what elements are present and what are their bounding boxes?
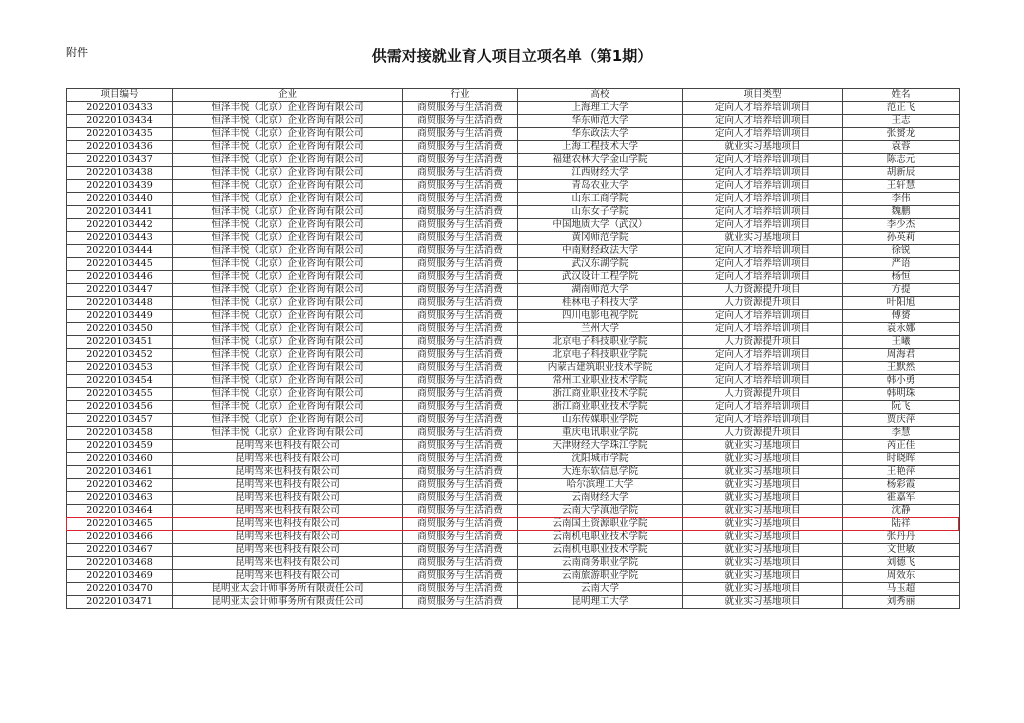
cell-name: 刘秀丽 <box>843 596 960 609</box>
cell-company: 恒泽丰悦（北京）企业咨询有限公司 <box>173 102 403 115</box>
table-row <box>67 388 960 401</box>
cell-company: 昆明驾来也科技有限公司 <box>173 544 403 557</box>
cell-university: 云南商务职业学院 <box>518 557 683 570</box>
cell-industry: 商贸服务与生活消费 <box>403 466 518 479</box>
cell-project-id: 20220103437 <box>67 154 173 167</box>
table-header-row <box>67 89 960 102</box>
cell-company: 恒泽丰悦（北京）企业咨询有限公司 <box>173 180 403 193</box>
cell-name: 刘德飞 <box>843 557 960 570</box>
cell-university: 山东传媒职业学院 <box>518 414 683 427</box>
cell-name: 芮正佳 <box>843 440 960 453</box>
header-project-type: 项目类型 <box>683 89 843 102</box>
cell-university: 桂林电子科技大学 <box>518 297 683 310</box>
cell-university: 重庆电讯职业学院 <box>518 427 683 440</box>
cell-industry: 商贸服务与生活消费 <box>403 362 518 375</box>
cell-project-type: 就业实习基地项目 <box>683 232 843 245</box>
cell-university: 云南国土资源职业学院 <box>518 518 683 531</box>
cell-company: 昆明驾来也科技有限公司 <box>173 505 403 518</box>
cell-company: 恒泽丰悦（北京）企业咨询有限公司 <box>173 219 403 232</box>
table-row <box>67 570 960 583</box>
cell-industry: 商贸服务与生活消费 <box>403 518 518 531</box>
cell-company: 恒泽丰悦（北京）企业咨询有限公司 <box>173 362 403 375</box>
cell-project-type: 定向人才培养培训项目 <box>683 102 843 115</box>
cell-company: 昆明驾来也科技有限公司 <box>173 518 403 531</box>
cell-project-type: 定向人才培养培训项目 <box>683 167 843 180</box>
cell-industry: 商贸服务与生活消费 <box>403 141 518 154</box>
cell-company: 昆明驾来也科技有限公司 <box>173 492 403 505</box>
cell-industry: 商贸服务与生活消费 <box>403 427 518 440</box>
cell-project-id: 20220103450 <box>67 323 173 336</box>
header-project-id: 项目编号 <box>67 89 173 102</box>
cell-project-id: 20220103453 <box>67 362 173 375</box>
cell-industry: 商贸服务与生活消费 <box>403 167 518 180</box>
cell-project-type: 定向人才培养培训项目 <box>683 258 843 271</box>
table-row <box>67 557 960 570</box>
cell-university: 北京电子科技职业学院 <box>518 349 683 362</box>
cell-name: 王志 <box>843 115 960 128</box>
table-row <box>67 583 960 596</box>
cell-name: 阮飞 <box>843 401 960 414</box>
table-row <box>67 401 960 414</box>
cell-project-type: 定向人才培养培训项目 <box>683 154 843 167</box>
cell-project-id: 20220103466 <box>67 531 173 544</box>
cell-industry: 商贸服务与生活消费 <box>403 505 518 518</box>
cell-project-type: 人力资源提升项目 <box>683 297 843 310</box>
cell-project-type: 定向人才培养培训项目 <box>683 375 843 388</box>
cell-project-id: 20220103447 <box>67 284 173 297</box>
cell-company: 恒泽丰悦（北京）企业咨询有限公司 <box>173 245 403 258</box>
cell-project-type: 就业实习基地项目 <box>683 583 843 596</box>
cell-university: 云南大学 <box>518 583 683 596</box>
cell-university: 华东师范大学 <box>518 115 683 128</box>
cell-company: 恒泽丰悦（北京）企业咨询有限公司 <box>173 388 403 401</box>
cell-project-id: 20220103463 <box>67 492 173 505</box>
cell-industry: 商贸服务与生活消费 <box>403 479 518 492</box>
cell-name: 张丹丹 <box>843 531 960 544</box>
cell-project-type: 定向人才培养培训项目 <box>683 310 843 323</box>
table-row <box>67 505 960 518</box>
table-row <box>67 466 960 479</box>
cell-university: 四川电影电视学院 <box>518 310 683 323</box>
cell-project-id: 20220103451 <box>67 336 173 349</box>
cell-project-type: 人力资源提升项目 <box>683 284 843 297</box>
header-company: 企业 <box>173 89 403 102</box>
cell-project-type: 定向人才培养培训项目 <box>683 349 843 362</box>
cell-project-id: 20220103443 <box>67 232 173 245</box>
cell-company: 恒泽丰悦（北京）企业咨询有限公司 <box>173 414 403 427</box>
cell-project-id: 20220103449 <box>67 310 173 323</box>
cell-project-type: 就业实习基地项目 <box>683 557 843 570</box>
cell-project-type: 就业实习基地项目 <box>683 141 843 154</box>
table-row <box>67 102 960 115</box>
cell-university: 北京电子科技职业学院 <box>518 336 683 349</box>
table-row <box>67 310 960 323</box>
cell-project-id: 20220103455 <box>67 388 173 401</box>
cell-industry: 商贸服务与生活消费 <box>403 336 518 349</box>
cell-company: 昆明驾来也科技有限公司 <box>173 531 403 544</box>
cell-company: 恒泽丰悦（北京）企业咨询有限公司 <box>173 141 403 154</box>
cell-project-type: 人力资源提升项目 <box>683 427 843 440</box>
table-row <box>67 440 960 453</box>
cell-project-type: 定向人才培养培训项目 <box>683 362 843 375</box>
cell-university: 沈阳城市学院 <box>518 453 683 466</box>
cell-university: 浙江商业职业技术学院 <box>518 401 683 414</box>
cell-name: 孙英莉 <box>843 232 960 245</box>
cell-name: 李慧 <box>843 427 960 440</box>
cell-name: 袁蓉 <box>843 141 960 154</box>
cell-name: 周效东 <box>843 570 960 583</box>
cell-project-id: 20220103468 <box>67 557 173 570</box>
cell-company: 恒泽丰悦（北京）企业咨询有限公司 <box>173 336 403 349</box>
cell-university: 福建农林大学金山学院 <box>518 154 683 167</box>
cell-project-id: 20220103456 <box>67 401 173 414</box>
cell-university: 常州工业职业技术学院 <box>518 375 683 388</box>
header-name: 姓名 <box>843 89 960 102</box>
cell-name: 王默然 <box>843 362 960 375</box>
cell-name: 张赟龙 <box>843 128 960 141</box>
cell-project-type: 就业实习基地项目 <box>683 479 843 492</box>
cell-industry: 商贸服务与生活消费 <box>403 557 518 570</box>
cell-name: 叶阳旭 <box>843 297 960 310</box>
cell-company: 恒泽丰悦（北京）企业咨询有限公司 <box>173 427 403 440</box>
table-row <box>67 284 960 297</box>
cell-project-id: 20220103434 <box>67 115 173 128</box>
cell-university: 昆明理工大学 <box>518 596 683 609</box>
table-row <box>67 141 960 154</box>
cell-university: 山东女子学院 <box>518 206 683 219</box>
cell-project-type: 就业实习基地项目 <box>683 544 843 557</box>
table-row <box>67 323 960 336</box>
cell-university: 黄冈师范学院 <box>518 232 683 245</box>
cell-name: 陈志元 <box>843 154 960 167</box>
cell-project-id: 20220103438 <box>67 167 173 180</box>
table-row <box>67 167 960 180</box>
cell-industry: 商贸服务与生活消费 <box>403 219 518 232</box>
cell-company: 昆明亚太会计师事务所有限责任公司 <box>173 583 403 596</box>
cell-university: 哈尔滨理工大学 <box>518 479 683 492</box>
table-row <box>67 531 960 544</box>
header-university: 高校 <box>518 89 683 102</box>
table-row <box>67 232 960 245</box>
cell-industry: 商贸服务与生活消费 <box>403 310 518 323</box>
cell-name: 文世敏 <box>843 544 960 557</box>
cell-project-type: 人力资源提升项目 <box>683 336 843 349</box>
cell-industry: 商贸服务与生活消费 <box>403 492 518 505</box>
cell-name: 徐锐 <box>843 245 960 258</box>
cell-project-id: 20220103464 <box>67 505 173 518</box>
cell-project-id: 20220103458 <box>67 427 173 440</box>
table-row <box>67 453 960 466</box>
cell-project-id: 20220103433 <box>67 102 173 115</box>
cell-project-id: 20220103436 <box>67 141 173 154</box>
table-row <box>67 518 960 531</box>
cell-industry: 商贸服务与生活消费 <box>403 323 518 336</box>
cell-project-id: 20220103469 <box>67 570 173 583</box>
table-row <box>67 154 960 167</box>
cell-industry: 商贸服务与生活消费 <box>403 414 518 427</box>
cell-project-type: 定向人才培养培训项目 <box>683 245 843 258</box>
cell-project-type: 定向人才培养培训项目 <box>683 414 843 427</box>
table-row <box>67 479 960 492</box>
cell-project-type: 就业实习基地项目 <box>683 440 843 453</box>
cell-company: 昆明驾来也科技有限公司 <box>173 557 403 570</box>
cell-university: 湖南师范大学 <box>518 284 683 297</box>
cell-company: 恒泽丰悦（北京）企业咨询有限公司 <box>173 115 403 128</box>
cell-company: 恒泽丰悦（北京）企业咨询有限公司 <box>173 284 403 297</box>
cell-name: 方提 <box>843 284 960 297</box>
cell-project-type: 就业实习基地项目 <box>683 596 843 609</box>
document-title: 供需对接就业育人项目立项名单（第1期） <box>371 47 653 65</box>
cell-project-type: 定向人才培养培训项目 <box>683 219 843 232</box>
cell-project-id: 20220103457 <box>67 414 173 427</box>
cell-company: 昆明驾来也科技有限公司 <box>173 466 403 479</box>
cell-name: 马玉超 <box>843 583 960 596</box>
cell-name: 范正飞 <box>843 102 960 115</box>
cell-project-type: 定向人才培养培训项目 <box>683 271 843 284</box>
cell-industry: 商贸服务与生活消费 <box>403 128 518 141</box>
table-row <box>67 271 960 284</box>
cell-name: 李少杰 <box>843 219 960 232</box>
table-row <box>67 206 960 219</box>
cell-company: 恒泽丰悦（北京）企业咨询有限公司 <box>173 154 403 167</box>
cell-project-id: 20220103460 <box>67 453 173 466</box>
cell-university: 大连东软信息学院 <box>518 466 683 479</box>
table-row <box>67 544 960 557</box>
cell-university: 兰州大学 <box>518 323 683 336</box>
cell-company: 恒泽丰悦（北京）企业咨询有限公司 <box>173 349 403 362</box>
cell-project-type: 就业实习基地项目 <box>683 570 843 583</box>
cell-company: 恒泽丰悦（北京）企业咨询有限公司 <box>173 310 403 323</box>
cell-project-type: 定向人才培养培训项目 <box>683 115 843 128</box>
cell-project-id: 20220103467 <box>67 544 173 557</box>
cell-industry: 商贸服务与生活消费 <box>403 440 518 453</box>
cell-name: 韩明珠 <box>843 388 960 401</box>
cell-industry: 商贸服务与生活消费 <box>403 284 518 297</box>
cell-industry: 商贸服务与生活消费 <box>403 544 518 557</box>
cell-project-id: 20220103465 <box>67 518 173 531</box>
cell-project-type: 就业实习基地项目 <box>683 505 843 518</box>
cell-company: 昆明驾来也科技有限公司 <box>173 479 403 492</box>
cell-industry: 商贸服务与生活消费 <box>403 596 518 609</box>
table-row <box>67 427 960 440</box>
cell-project-type: 就业实习基地项目 <box>683 466 843 479</box>
cell-company: 恒泽丰悦（北京）企业咨询有限公司 <box>173 193 403 206</box>
cell-industry: 商贸服务与生活消费 <box>403 232 518 245</box>
cell-company: 恒泽丰悦（北京）企业咨询有限公司 <box>173 375 403 388</box>
cell-industry: 商贸服务与生活消费 <box>403 453 518 466</box>
cell-project-type: 就业实习基地项目 <box>683 453 843 466</box>
cell-company: 昆明驾来也科技有限公司 <box>173 453 403 466</box>
cell-project-id: 20220103461 <box>67 466 173 479</box>
project-list-table <box>66 88 960 609</box>
table-row <box>67 336 960 349</box>
cell-project-type: 定向人才培养培训项目 <box>683 193 843 206</box>
cell-project-type: 就业实习基地项目 <box>683 492 843 505</box>
cell-name: 杨彩霞 <box>843 479 960 492</box>
cell-company: 恒泽丰悦（北京）企业咨询有限公司 <box>173 401 403 414</box>
cell-university: 内蒙古建筑职业技术学院 <box>518 362 683 375</box>
cell-project-type: 定向人才培养培训项目 <box>683 128 843 141</box>
cell-industry: 商贸服务与生活消费 <box>403 375 518 388</box>
table-row <box>67 245 960 258</box>
cell-name: 陆祥 <box>843 518 960 531</box>
cell-project-id: 20220103444 <box>67 245 173 258</box>
cell-university: 武汉设计工程学院 <box>518 271 683 284</box>
cell-industry: 商贸服务与生活消费 <box>403 401 518 414</box>
cell-name: 贾庆萍 <box>843 414 960 427</box>
cell-name: 韩小勇 <box>843 375 960 388</box>
table-row <box>67 362 960 375</box>
cell-project-id: 20220103435 <box>67 128 173 141</box>
cell-project-id: 20220103446 <box>67 271 173 284</box>
cell-company: 恒泽丰悦（北京）企业咨询有限公司 <box>173 271 403 284</box>
cell-company: 恒泽丰悦（北京）企业咨询有限公司 <box>173 323 403 336</box>
cell-name: 周海君 <box>843 349 960 362</box>
cell-university: 浙江商业职业技术学院 <box>518 388 683 401</box>
cell-project-id: 20220103442 <box>67 219 173 232</box>
cell-university: 武汉东湖学院 <box>518 258 683 271</box>
cell-industry: 商贸服务与生活消费 <box>403 245 518 258</box>
cell-company: 恒泽丰悦（北京）企业咨询有限公司 <box>173 128 403 141</box>
cell-project-type: 人力资源提升项目 <box>683 388 843 401</box>
cell-project-type: 定向人才培养培训项目 <box>683 323 843 336</box>
cell-project-type: 就业实习基地项目 <box>683 531 843 544</box>
cell-company: 恒泽丰悦（北京）企业咨询有限公司 <box>173 258 403 271</box>
cell-industry: 商贸服务与生活消费 <box>403 154 518 167</box>
table-row <box>67 492 960 505</box>
cell-university: 青岛农业大学 <box>518 180 683 193</box>
cell-name: 胡新辰 <box>843 167 960 180</box>
cell-name: 王轩慧 <box>843 180 960 193</box>
cell-project-type: 就业实习基地项目 <box>683 518 843 531</box>
cell-name: 傅赟 <box>843 310 960 323</box>
cell-university: 云南机电职业技术学院 <box>518 544 683 557</box>
cell-university: 天津财经大学珠江学院 <box>518 440 683 453</box>
cell-university: 中国地质大学（武汉） <box>518 219 683 232</box>
cell-university: 云南财经大学 <box>518 492 683 505</box>
table-row <box>67 219 960 232</box>
cell-project-id: 20220103459 <box>67 440 173 453</box>
table-row <box>67 128 960 141</box>
cell-university: 上海工程技术大学 <box>518 141 683 154</box>
table-row <box>67 258 960 271</box>
table-row <box>67 375 960 388</box>
cell-company: 昆明亚太会计师事务所有限责任公司 <box>173 596 403 609</box>
cell-university: 华东政法大学 <box>518 128 683 141</box>
cell-company: 恒泽丰悦（北京）企业咨询有限公司 <box>173 297 403 310</box>
cell-project-id: 20220103439 <box>67 180 173 193</box>
cell-project-id: 20220103448 <box>67 297 173 310</box>
cell-company: 恒泽丰悦（北京）企业咨询有限公司 <box>173 206 403 219</box>
cell-industry: 商贸服务与生活消费 <box>403 297 518 310</box>
cell-company: 昆明驾来也科技有限公司 <box>173 440 403 453</box>
cell-industry: 商贸服务与生活消费 <box>403 531 518 544</box>
cell-industry: 商贸服务与生活消费 <box>403 349 518 362</box>
cell-industry: 商贸服务与生活消费 <box>403 180 518 193</box>
cell-industry: 商贸服务与生活消费 <box>403 388 518 401</box>
table-row <box>67 414 960 427</box>
cell-project-id: 20220103452 <box>67 349 173 362</box>
cell-project-id: 20220103445 <box>67 258 173 271</box>
header-industry: 行业 <box>403 89 518 102</box>
cell-university: 山东工商学院 <box>518 193 683 206</box>
cell-name: 时晓晖 <box>843 453 960 466</box>
cell-name: 袁永娜 <box>843 323 960 336</box>
cell-industry: 商贸服务与生活消费 <box>403 271 518 284</box>
table-row <box>67 596 960 609</box>
cell-name: 王曦 <box>843 336 960 349</box>
cell-industry: 商贸服务与生活消费 <box>403 258 518 271</box>
cell-name: 沈静 <box>843 505 960 518</box>
cell-name: 李伟 <box>843 193 960 206</box>
cell-project-id: 20220103462 <box>67 479 173 492</box>
cell-industry: 商贸服务与生活消费 <box>403 102 518 115</box>
cell-company: 恒泽丰悦（北京）企业咨询有限公司 <box>173 167 403 180</box>
cell-project-id: 20220103440 <box>67 193 173 206</box>
cell-industry: 商贸服务与生活消费 <box>403 193 518 206</box>
table-row <box>67 180 960 193</box>
cell-company: 恒泽丰悦（北京）企业咨询有限公司 <box>173 232 403 245</box>
cell-industry: 商贸服务与生活消费 <box>403 570 518 583</box>
cell-university: 中南财经政法大学 <box>518 245 683 258</box>
cell-project-type: 定向人才培养培训项目 <box>683 180 843 193</box>
cell-project-id: 20220103471 <box>67 596 173 609</box>
cell-university: 云南机电职业技术学院 <box>518 531 683 544</box>
cell-project-type: 定向人才培养培训项目 <box>683 401 843 414</box>
table-row <box>67 297 960 310</box>
cell-name: 魏鹏 <box>843 206 960 219</box>
cell-project-id: 20220103470 <box>67 583 173 596</box>
attachment-label: 附件 <box>66 46 88 59</box>
cell-university: 云南旅游职业学院 <box>518 570 683 583</box>
cell-name: 严语 <box>843 258 960 271</box>
cell-company: 昆明驾来也科技有限公司 <box>173 570 403 583</box>
table-body <box>67 102 960 609</box>
cell-industry: 商贸服务与生活消费 <box>403 206 518 219</box>
table-row <box>67 115 960 128</box>
cell-industry: 商贸服务与生活消费 <box>403 583 518 596</box>
cell-industry: 商贸服务与生活消费 <box>403 115 518 128</box>
cell-name: 霍嘉军 <box>843 492 960 505</box>
cell-name: 王艳萍 <box>843 466 960 479</box>
cell-university: 上海理工大学 <box>518 102 683 115</box>
cell-university: 云南大学滇池学院 <box>518 505 683 518</box>
table-row <box>67 193 960 206</box>
cell-project-id: 20220103454 <box>67 375 173 388</box>
cell-university: 江西财经大学 <box>518 167 683 180</box>
cell-project-type: 定向人才培养培训项目 <box>683 206 843 219</box>
table-row <box>67 349 960 362</box>
cell-name: 杨恒 <box>843 271 960 284</box>
cell-project-id: 20220103441 <box>67 206 173 219</box>
